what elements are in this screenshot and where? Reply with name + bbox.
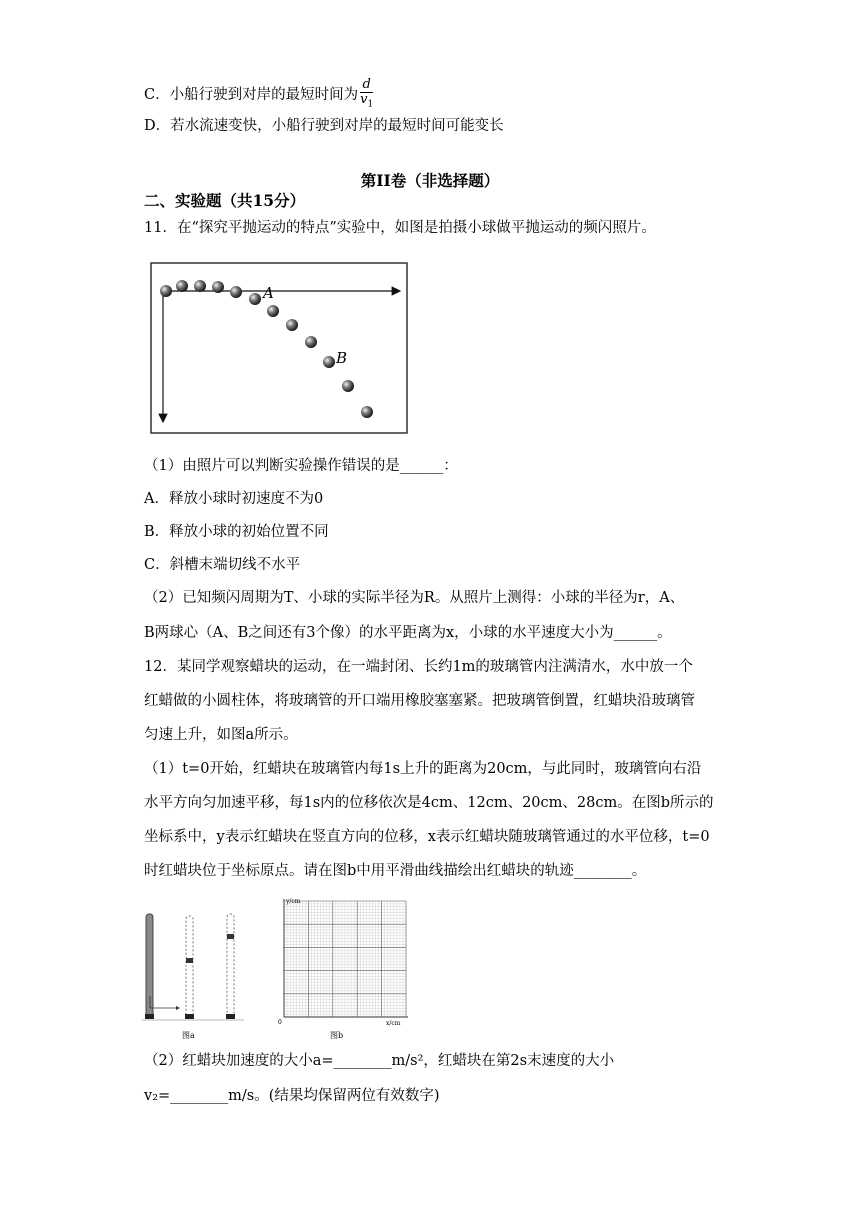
label-a: A <box>263 284 274 302</box>
q12-line3: 匀速上升，如图a所示。 <box>144 727 298 743</box>
ball-image <box>342 380 354 392</box>
wax-block <box>227 934 234 939</box>
grid-minor-lines <box>284 901 406 1017</box>
wax-block <box>186 958 193 963</box>
figure-b-grid <box>272 893 412 1043</box>
tube-dashed <box>186 916 193 1018</box>
ball-image <box>286 319 298 331</box>
q10-option-c-text: C．小船行驶到对岸的最短时间为 <box>144 86 359 103</box>
q12-sub2-line1: （2）红蜡块加速度的大小a=________m/s²，红蜡块在第2s末速度的大小 <box>144 1053 615 1069</box>
tube-dashed <box>227 914 234 1018</box>
stopper <box>226 1014 235 1019</box>
q12-line2: 红蜡做的小圆柱体，将玻璃管的开口端用橡胶塞塞紧。把玻璃管倒置，红蜡块沿玻璃管 <box>144 693 695 709</box>
q10-option-c <box>144 78 373 112</box>
q12-sub1-line3: 坐标系中，y表示红蜡块在竖直方向的位移，x表示红蜡块随玻璃管通过的水平位移，t=0 <box>144 829 710 845</box>
x-axis-label: x/cm <box>386 1020 401 1027</box>
ball-image <box>212 281 224 293</box>
q11-stem: 11．在“探究平抛运动的特点”实验中，如图是拍摄小球做平抛运动的频闪照片。 <box>144 220 656 236</box>
q12-sub2-line2: v₂=________m/s。(结果均保留两位有效数字) <box>144 1088 440 1104</box>
fraction-den-var: v <box>360 92 368 107</box>
q12-sub1-line1: （1）t=0开始，红蜡块在玻璃管内每1s上升的距离为20cm，与此同时，玻璃管向右沿 <box>144 761 702 777</box>
q11-sub2-line1: （2）已知频闪周期为T、小球的实际半径为R。从照片上测得：小球的半径为r，A、 <box>144 590 685 606</box>
ball-image-a <box>249 293 261 305</box>
ball-image <box>160 285 172 297</box>
figure-a-glass-tubes <box>140 910 250 1042</box>
ball-image <box>267 305 279 317</box>
fraction-numerator: d <box>360 78 373 93</box>
label-b: B <box>336 349 348 367</box>
q11-sub2-line2: B两球心（A、B之间还有3个像）的水平距离为x，小球的水平速度大小为______。 <box>144 625 672 641</box>
tube-filled <box>146 914 153 1018</box>
fraction-den-sub: 1 <box>367 99 374 110</box>
q11-option-a: A．释放小球时初速度不为0 <box>144 491 324 507</box>
stopper <box>145 1014 154 1019</box>
q11-strobe-photo <box>150 262 408 435</box>
ball-image <box>176 280 188 292</box>
section-title: 第II卷（非选择题） <box>360 171 500 190</box>
origin-label: 0 <box>278 1019 282 1026</box>
arrow-head <box>176 1006 180 1010</box>
fraction-denominator <box>360 93 373 112</box>
q10-option-d: D．若水流速变快，小船行驶到对岸的最短时间可能变长 <box>144 118 504 134</box>
part2-heading: 二、实验题（共15分） <box>144 191 306 210</box>
q11-option-b: B．释放小球的初始位置不同 <box>144 524 329 540</box>
q12-line1: 12．某同学观察蜡块的运动，在一端封闭、长约1m的玻璃管内注满清水，水中放一个 <box>144 659 693 675</box>
ball-image <box>194 280 206 292</box>
y-axis-label: y/cm <box>286 898 301 905</box>
q12-sub1-line4: 时红蜡块位于坐标原点。请在图b中用平滑曲线描绘出红蜡块的轨迹________。 <box>144 863 647 879</box>
q12-sub1-line2: 水平方向匀加速平移，每1s内的位移依次是4cm、12cm、20cm、28cm。在图b所示的 <box>144 795 714 811</box>
ball-image <box>305 336 317 348</box>
ball-image-b <box>323 356 335 368</box>
fraction-d-over-v1 <box>360 78 373 112</box>
ball-image <box>230 286 242 298</box>
q11-sub1: （1）由照片可以判断实验操作错误的是______： <box>144 458 458 474</box>
stopper <box>185 1014 194 1019</box>
figure-b-caption: 图b <box>330 1031 344 1040</box>
figure-a-caption: 图a <box>182 1031 195 1040</box>
q11-option-c: C．斜槽末端切线不水平 <box>144 557 301 573</box>
ball-image <box>361 406 373 418</box>
